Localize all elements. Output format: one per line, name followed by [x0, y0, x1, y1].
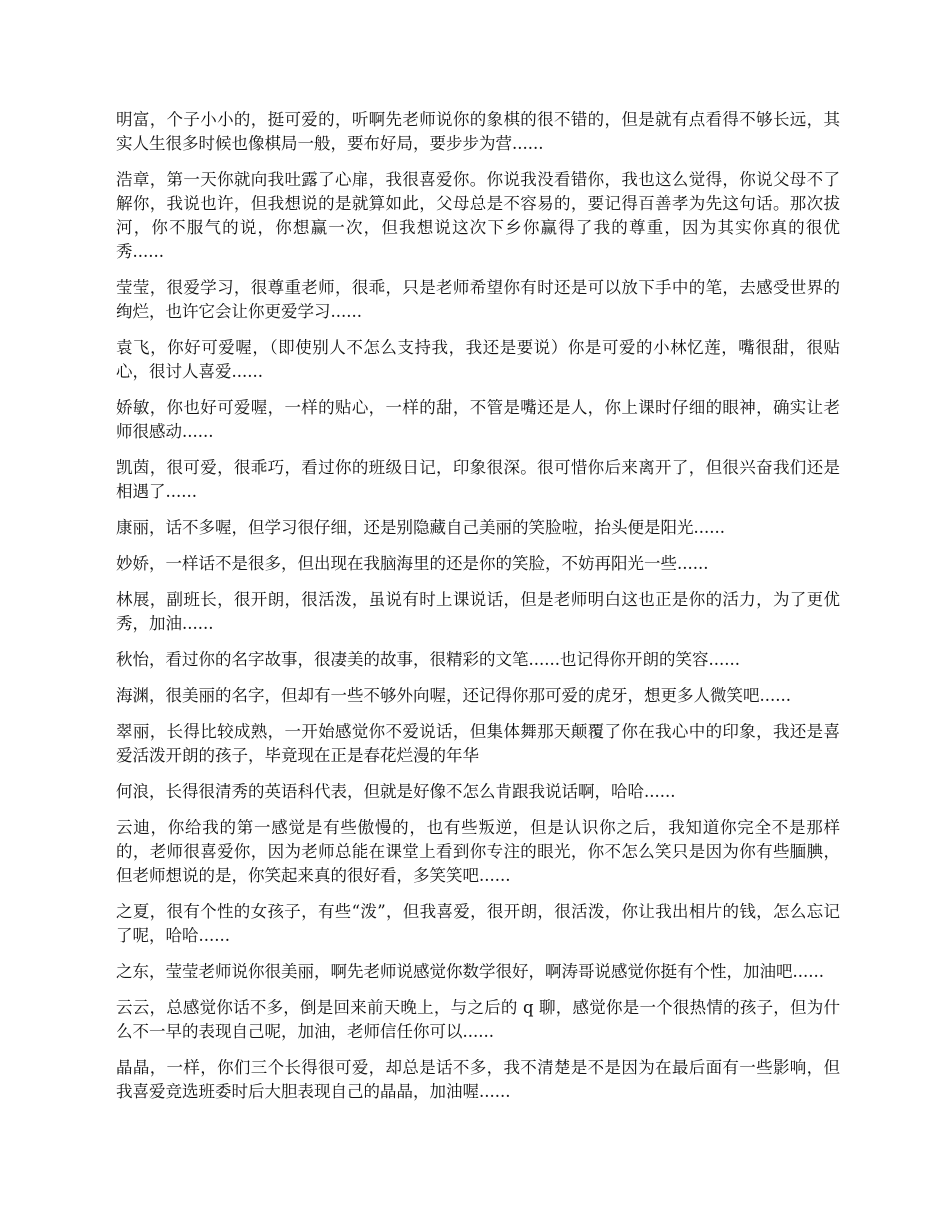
paragraph-zhidong: 之东，莹莹老师说你很美丽，啊先老师说感觉你数学很好，啊涛哥说感觉你挺有个性，加油吧...... [116, 962, 824, 981]
paragraph-jiaomin: 娇敏，你也好可爱喔，一样的贴心，一样的甜，不管是嘴还是人，你上课时仔细的眼神，确实让老师很感动...... [116, 398, 840, 441]
paragraph-haozhang: 浩章，第一天你就向我吐露了心扉，我很喜爱你。你说我没看错你，我也这么觉得，你说父母不了解你，我说也许，但我想说的是就算如此，父母总是不容易的，要记得百善孝为先这句话。那次拔河，你不服气的说，你想赢一次，但我想说这次下乡你赢得了我的尊重，因为其实你真的很优秀...... [116, 170, 840, 261]
paragraph-miaojiao: 妙娇，一样话不是很多，但出现在我脑海里的还是你的笑脸，不妨再阳光一些...... [116, 554, 709, 573]
paragraph-yingying: 莹莹，很爱学习，很尊重老师，很乖，只是老师希望你有时还是可以放下手中的笔，去感受世界的绚烂，也许它会让你更爱学习...... [116, 278, 840, 321]
paragraph-yunyun: 云云，总感觉你话不多，倒是回来前天晚上，与之后的 q 聊，感觉你是一个很热情的孩子，但为什么不一早的表现自己呢，加油，老师信任你可以...... [116, 998, 840, 1041]
paragraph-cuili: 翠丽，长得比较成熟，一开始感觉你不爱说话，但集体舞那天颠覆了你在我心中的印象，我还是喜爱活泼开朗的孩子，毕竟现在正是春花烂漫的年华 [116, 722, 840, 765]
paragraph-yuanfei: 袁飞，你好可爱喔，（即使别人不怎么支持我，我还是要说）你是可爱的小林忆莲，嘴很甜，很贴心，很讨人喜爱...... [116, 338, 840, 381]
document-body [116, 108, 840, 1116]
paragraph-linzhan: 林展，副班长，很开朗，很活泼，虽说有时上课说话，但是老师明白这也正是你的活力，为了更优秀，加油...... [116, 590, 840, 633]
paragraph-jingjing: 晶晶，一样，你们三个长得很可爱，却总是话不多，我不清楚是不是因为在最后面有一些影响，但我喜爱竞选班委时后大胆表现自己的晶晶，加油喔...... [116, 1058, 840, 1101]
paragraph-haiyuan: 海渊，很美丽的名字，但却有一些不够外向喔，还记得你那可爱的虎牙，想更多人微笑吧...... [116, 686, 791, 705]
paragraph-helang: 何浪，长得很清秀的英语科代表，但就是好像不怎么肯跟我说话啊，哈哈...... [116, 782, 676, 801]
paragraph-yundi: 云迪，你给我的第一感觉是有些傲慢的，也有些叛逆，但是认识你之后，我知道你完全不是那样的，老师很喜爱你，因为老师总能在课堂上看到你专注的眼光，你不怎么笑只是因为你有些腼腆，但老师想说的是，你笑起来真的很好看，多笑笑吧...... [116, 818, 840, 885]
paragraph-kangli: 康丽，话不多喔，但学习很仔细，还是别隐藏自己美丽的笑脸啦，抬头便是阳光...... [116, 518, 725, 537]
paragraph-qiuyi: 秋怡，看过你的名字故事，很凄美的故事，很精彩的文笔......也记得你开朗的笑容...... [116, 650, 740, 669]
paragraph-zhixia: 之夏，很有个性的女孩子，有些“泼”，但我喜爱，很开朗，很活泼，你让我出相片的钱，怎么忘记了呢，哈哈...... [116, 902, 840, 945]
paragraph-kaiyin: 凯茵，很可爱，很乖巧，看过你的班级日记，印象很深。很可惜你后来离开了，但很兴奋我们还是相遇了...... [116, 458, 840, 501]
paragraph-mingfu: 明富，个子小小的，挺可爱的，听啊先老师说你的象棋的很不错的，但是就有点看得不够长远，其实人生很多时候也像棋局一般，要布好局，要步步为营...... [116, 110, 840, 153]
